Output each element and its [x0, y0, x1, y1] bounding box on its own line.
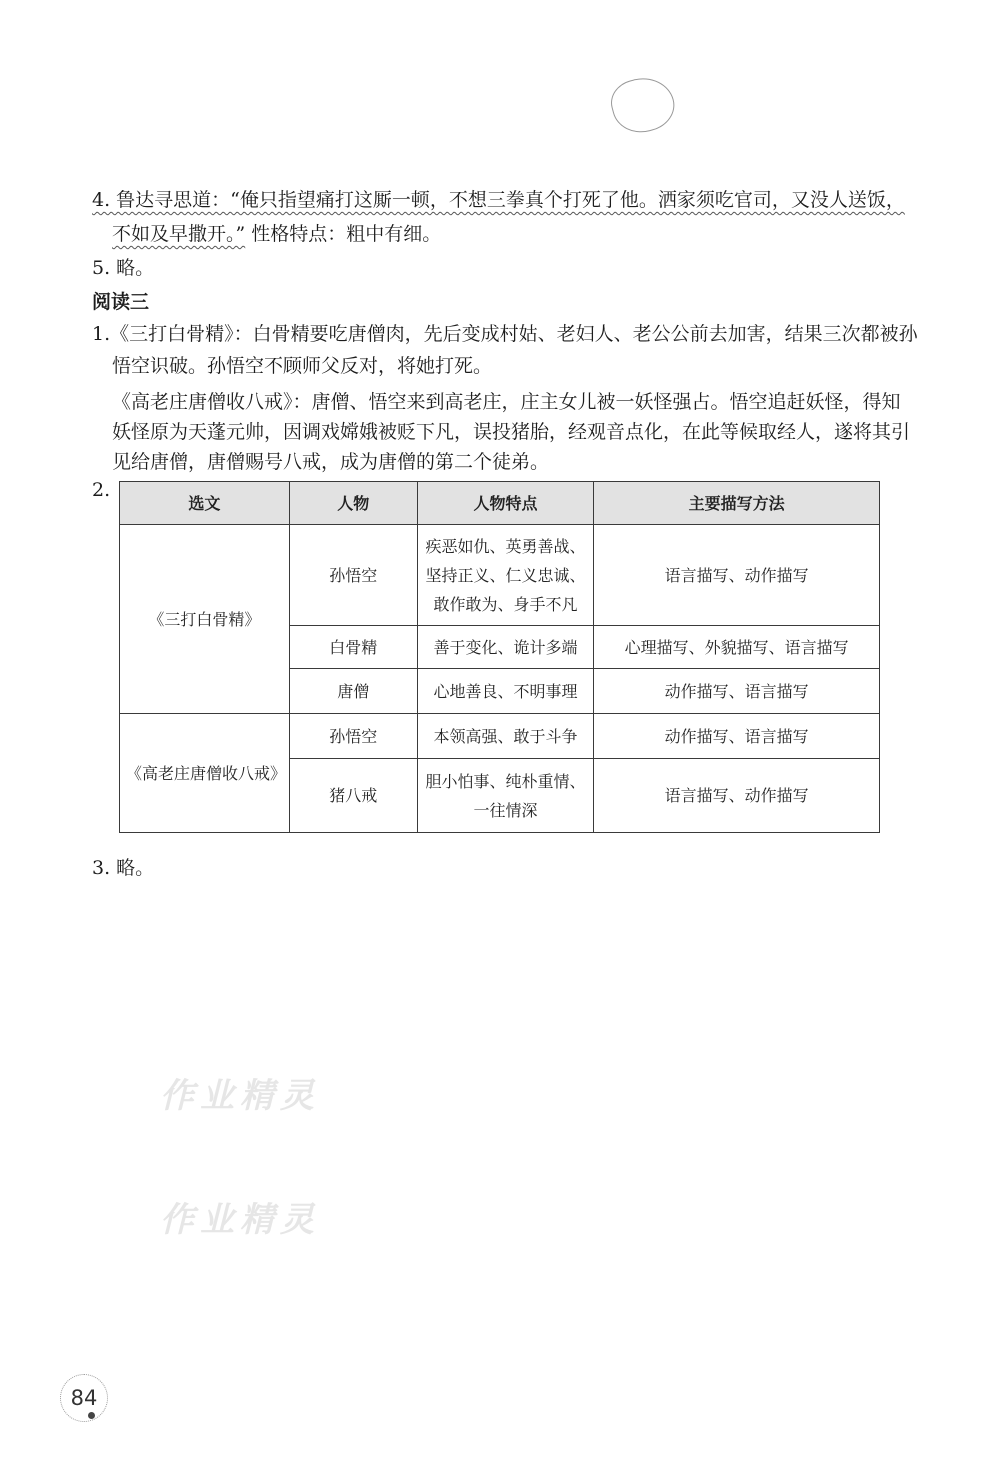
page-number: 84: [60, 1374, 108, 1422]
method-cell: 心理描写、外貌描写、语言描写: [594, 626, 880, 669]
item-3: 3. 略。: [92, 857, 155, 879]
group-cell: 《三打白骨精》: [120, 525, 290, 714]
watermark: 作业精灵: [160, 1076, 320, 1116]
trait-line: 胆小怕事、纯朴重情、: [425, 771, 586, 791]
item-1-line-3: 《高老庄唐僧收八戒》：唐僧、悟空来到高老庄，庄主女儿被一妖怪强占。悟空追赶妖怪，得知: [112, 391, 901, 413]
page-number-dot: [88, 1412, 95, 1419]
group-cell: 《高老庄唐僧收八戒》: [120, 714, 290, 833]
trait-cell: [417, 759, 594, 833]
item-5: 5. 略。: [92, 257, 155, 279]
trait-line: 疾恶如仇、英勇善战、: [425, 536, 586, 556]
header-cell: 人物特点: [417, 482, 594, 525]
character-cell: 孙悟空: [289, 525, 417, 626]
trait-line: 敢作敢为、身手不凡: [433, 594, 578, 614]
method-cell: 语言描写、动作描写: [594, 759, 880, 833]
item-4-quote: 不如及早撒开。”: [112, 223, 246, 245]
watermark: 作业精灵: [160, 1200, 320, 1240]
table-row: [120, 525, 880, 626]
trait-cell: 善于变化、诡计多端: [417, 626, 594, 669]
trait-cell: 心地善良、不明事理: [417, 669, 594, 714]
method-cell: 动作描写、语言描写: [594, 669, 880, 714]
item-1-line-2: 悟空识破。孙悟空不顾师父反对，将她打死。: [112, 355, 493, 377]
item-1-line-4: 妖怪原为天蓬元帅，因调戏嫦娥被贬下凡，误投猪胎，经观音点化，在此等候取经人，遂将其引: [112, 421, 911, 443]
table-header-row: [120, 482, 880, 525]
answer-table: [119, 481, 880, 833]
trait-cell: 本领高强、敢于斗争: [417, 714, 594, 759]
item-4-trait: 性格特点：粗中有细。: [245, 223, 442, 245]
item-4-line-1: 4. 鲁达寻思道：“俺只指望痛打这厮一顿，不想三拳真个打死了他。洒家须吃官司，又没人送饭，: [92, 189, 905, 211]
header-cell: 主要描写方法: [594, 482, 880, 525]
trait-line: 一往情深: [473, 800, 538, 820]
section-title: 阅读三: [92, 291, 150, 313]
stamp-seal: [606, 71, 680, 139]
item-4-line-2: [112, 222, 441, 246]
method-cell: 语言描写、动作描写: [594, 525, 880, 626]
header-cell: 选文: [120, 482, 290, 525]
table-row: [120, 714, 880, 759]
trait-cell: [417, 525, 594, 626]
character-cell: 白骨精: [289, 626, 417, 669]
item-1-line-5: 见给唐僧，唐僧赐号八戒，成为唐僧的第二个徒弟。: [112, 451, 550, 473]
item-2-label: 2.: [92, 479, 111, 501]
header-cell: 人物: [289, 482, 417, 525]
method-cell: 动作描写、语言描写: [594, 714, 880, 759]
trait-line: 坚持正义、仁义忠诚、: [425, 565, 586, 585]
character-cell: 猪八戒: [289, 759, 417, 833]
character-cell: 唐僧: [289, 669, 417, 714]
item-1-line-1: 1.《三打白骨精》：白骨精要吃唐僧肉，先后变成村姑、老妇人、老公公前去加害，结果三次都被孙: [92, 323, 918, 345]
character-cell: 孙悟空: [289, 714, 417, 759]
